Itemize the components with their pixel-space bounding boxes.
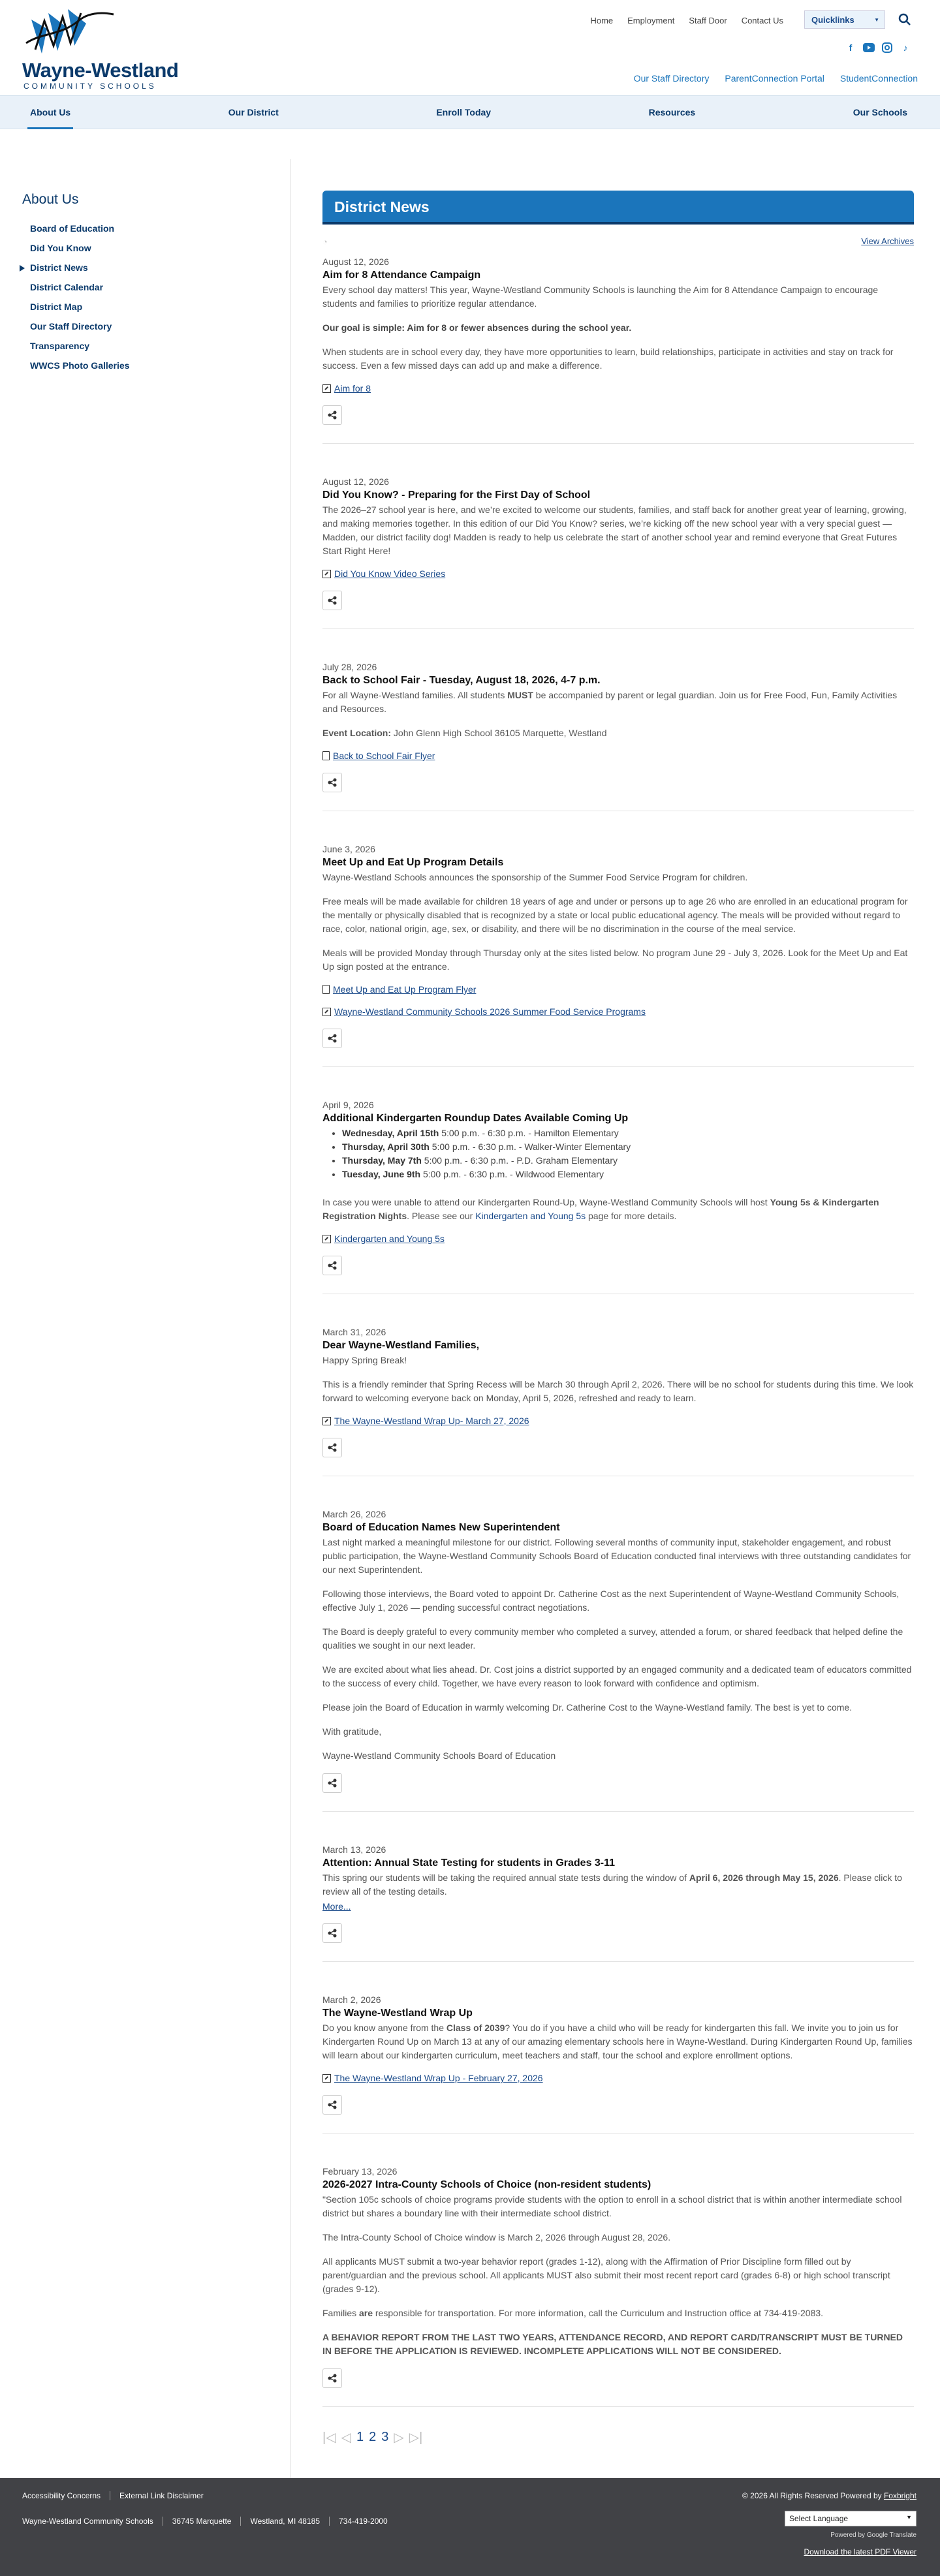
post-text: Every school day matters! This year, Wayne-Westland Community Schools is launching the Aim for 8 Attendance Campaign to encourage students and families to prioritize regular attendance. (322, 285, 879, 309)
post-warning: A BEHAVIOR REPORT FROM THE LAST TWO YEARS, ATTENDANCE RECORD, AND REPORT CARD/TRANSCRIPT MUST BE TURNED IN BEFORE THE APPLICATION IS REVIEWED. INCOMPLETE APPLICATIONS WILL NOT BE CONSIDERED. (322, 2332, 903, 2356)
post-text: Meals will be provided Monday through Thursday only at the sites listed below. No program June 29 - July 3, 2026. Look for the Meet Up and Eat Up sign posted at the entrance. (322, 948, 908, 972)
share-icon (328, 596, 337, 605)
sidebar-item-board[interactable]: Board of Education (30, 223, 115, 234)
post-date: August 12, 2026 (322, 476, 389, 487)
first-page-icon[interactable]: |◁ (322, 2430, 336, 2445)
page-title: District News (322, 191, 914, 225)
sidebar-item-district-news[interactable]: District News (22, 258, 290, 278)
site-footer (0, 2478, 940, 2576)
post-text: This is a friendly reminder that Spring Recess will be March 30 through April 2, 2026. There will be no school for students during this time. We look forward to welcoming everyone back on Monday, April 5, 2026, refreshed and ready to learn. (322, 1379, 914, 1403)
student-connection-link[interactable]: StudentConnection (839, 73, 918, 84)
external-link-icon (322, 570, 331, 578)
portal-links (634, 73, 918, 84)
share-icon (328, 1929, 337, 1938)
post-title: Back to School Fair - Tuesday, August 18, 2026, 4-7 p.m. (322, 675, 601, 686)
sidebar-item-staff-directory[interactable]: Our Staff Directory (30, 321, 112, 332)
post-date: March 26, 2026 (322, 1509, 386, 1519)
share-button[interactable] (322, 591, 342, 610)
post-link-label: The Wayne-Westland Wrap Up- March 27, 2026 (334, 1416, 529, 1426)
post-text: For all Wayne-Westland families. All students MUST be accompanied by parent or legal guardian. Join us for Free Food, Fun, Family Activities and Resources. (322, 690, 898, 714)
parent-connection-link[interactable]: ParentConnection Portal (725, 73, 824, 84)
post-text: The 2026–27 school year is here, and we’re excited to welcome our students, families, and staff back for another great year of learning, growing, and making memories together. In this edition of our Did You Know? series, we’re kicking off the new school year with a very special guest — Madden, our district facility dog! Madden is ready to help us celebrate the start of another school year and remind everyone that Great Futures Start Right Here! (322, 504, 907, 556)
post-date: July 28, 2026 (322, 662, 377, 672)
post-text: In case you were unable to attend our Kindergarten Round-Up, Wayne-Westland Community Schools will host Young 5s & Kindergarten Registration Nights. Please see our Kindergarten and Young 5s page for more details. (322, 1197, 879, 1221)
post-title: Board of Education Names New Superintendent (322, 1522, 560, 1533)
external-link-icon (322, 1417, 331, 1425)
post-date: March 13, 2026 (322, 1844, 386, 1855)
external-link-icon (322, 1235, 331, 1243)
post-link[interactable] (322, 1416, 914, 1426)
share-icon (328, 1261, 337, 1270)
post-text: Families are responsible for transportation. For more information, call the Curriculum and Instruction office at 734-419-2083. (322, 2308, 824, 2318)
vendor-link[interactable]: Foxbright (883, 2491, 916, 2500)
logo-mark (22, 7, 120, 57)
share-button[interactable] (322, 1029, 342, 1048)
post-text: "Section 105c schools of choice programs provide students with the option to enroll in a school district that is within another intermediate school district but shares a boundary line with their intermediate school district. (322, 2194, 902, 2218)
document-icon (322, 985, 330, 994)
news-post (322, 1498, 914, 1812)
post-text: We are excited about what lies ahead. Dr. Cost joins a district supported by an engaged community and a dedicated team of educators committed to the success of every child. Together, we have every reason to look forward with confidence and optimism. (322, 1664, 912, 1688)
facebook-icon[interactable]: f (849, 42, 853, 53)
sidebar-item-photo-galleries[interactable]: WWCS Photo Galleries (30, 360, 130, 371)
quicklinks-label: Quicklinks (811, 15, 854, 25)
list-item: • Thursday, April 30th 5:00 p.m. - 6:30 p.m. - Walker-Winter Elementary (342, 1140, 914, 1154)
news-post (322, 466, 914, 629)
logo-subtitle: COMMUNITY SCHOOLS (24, 82, 157, 91)
main-nav (0, 95, 940, 129)
post-date: August 12, 2026 (322, 256, 389, 267)
share-icon (328, 1443, 337, 1452)
post-title: 2026-2027 Intra-County Schools of Choice (non-resident students) (322, 2179, 651, 2190)
post-date: April 9, 2026 (322, 1100, 374, 1110)
post-text: Last night marked a meaningful milestone for our district. Following several months of community input, stakeholder engagement, and robust public participation, the Wayne-Westland Community Schools Board of Education conducted final interviews with three outstanding candidates for our next Superintendent. (322, 1537, 911, 1575)
share-button[interactable] (322, 1256, 342, 1275)
chevron-down-icon: ▼ (874, 17, 879, 23)
post-title: The Wayne-Westland Wrap Up (322, 2008, 473, 2019)
sidebar-item-did-you-know[interactable]: Did You Know (30, 243, 91, 253)
post-link-label: Aim for 8 (334, 383, 371, 394)
post-link-label: Back to School Fair Flyer (333, 751, 435, 761)
external-link-icon (322, 1008, 331, 1016)
post-link-label: Kindergarten and Young 5s (334, 1234, 445, 1244)
post-title: Dear Wayne-Westland Families, (322, 1340, 480, 1351)
post-text: The Board is deeply grateful to every community member who completed a survey, attended a forum, or shared feedback that helped define the qualities we sought in our next leader. (322, 1626, 903, 1651)
post-title: Additional Kindergarten Roundup Dates Available Coming Up (322, 1113, 629, 1124)
nav-our-district[interactable]: Our District (228, 107, 279, 117)
pdf-viewer-link[interactable]: Download the latest PDF Viewer (804, 2547, 916, 2556)
rss-icon[interactable]: ◔ (322, 236, 328, 247)
top-link-staff-door[interactable]: Staff Door (689, 16, 727, 25)
main-content (291, 159, 940, 2478)
post-text: Free meals will be made available for children 18 years of age and under or persons up to age 26 who are enrolled in an educational program for the mentally or physically disabled that is recognized by a state or local public educational agency. The meals will be provided without regard to race, color, national origin, age, sex, or disability, and there will be no discrimination in the course of the meal service. (322, 896, 908, 934)
list-item: • Thursday, May 7th 5:00 p.m. - 6:30 p.m. - P.D. Graham Elementary (342, 1154, 914, 1168)
list-item: • Tuesday, June 9th 5:00 p.m. - 6:30 p.m. - Wildwood Elementary (342, 1168, 914, 1181)
sidebar-item-calendar[interactable]: District Calendar (30, 282, 104, 292)
page-2[interactable]: 2 (369, 2430, 377, 2444)
more-link[interactable]: More... (322, 1901, 351, 1912)
post-text: Do you know anyone from the Class of 2039? You do if you have a child who will be ready for kindergarten this fall. We invite you to join us for Kindergarten Round Up on March 13 at any of our amazing elementary schools here in Wayne-Westland. During Kindergarten Round Up, families will learn about our kindergarten curriculum, meet teachers and staff, tour the school and explore enrollment options. (322, 2023, 913, 2060)
post-link-label: The Wayne-Westland Wrap Up - February 27, 2026 (334, 2073, 543, 2083)
post-link[interactable] (322, 568, 914, 579)
post-title: Meet Up and Eat Up Program Details (322, 857, 504, 868)
share-icon (328, 1778, 337, 1788)
news-post (322, 1984, 914, 2134)
post-text: Happy Spring Break! (322, 1355, 407, 1365)
post-date: March 31, 2026 (322, 1327, 386, 1337)
post-text: Please join the Board of Education in warmly welcoming Dr. Catherine Cost to the Wayne-Westland family. The best is yet to come. (322, 1702, 853, 1713)
page-3[interactable]: 3 (381, 2430, 389, 2444)
disclaimer-link[interactable]: External Link Disclaimer (110, 2491, 204, 2500)
news-post (322, 1089, 914, 1294)
post-link-label: Meet Up and Eat Up Program Flyer (333, 984, 477, 995)
post-text: Our goal is simple: Aim for 8 or fewer absences during the school year. (322, 322, 632, 333)
last-page-icon[interactable]: ▷| (409, 2430, 423, 2445)
post-link[interactable] (322, 383, 914, 394)
event-location: Event Location: John Glenn High School 36105 Marquette, Westland (322, 728, 607, 738)
share-button[interactable] (322, 773, 342, 792)
inline-link[interactable]: Kindergarten and Young 5s (475, 1211, 586, 1221)
post-link-label: Did You Know Video Series (334, 568, 446, 579)
share-button[interactable] (322, 405, 342, 425)
post-text: Wayne-Westland Community Schools Board of Education (322, 1750, 556, 1761)
external-link-icon (322, 384, 331, 393)
document-icon (322, 751, 330, 760)
news-post (322, 833, 914, 1067)
post-link[interactable] (322, 751, 914, 761)
footer-address: Wayne-Westland Community Schools 36745 Marquette Westland, MI 48185 734-419-2000 (22, 2517, 388, 2526)
post-text: Following those interviews, the Board voted to appoint Dr. Catherine Cost as the next Superintendent of Wayne-Westland Community Schools, effective July 1, 2026 — pending successful contract negotiations. (322, 1589, 900, 1613)
post-title: Attention: Annual State Testing for students in Grades 3-11 (322, 1857, 616, 1869)
top-link-home[interactable]: Home (590, 16, 614, 25)
share-icon (328, 411, 337, 420)
news-post (322, 246, 914, 444)
share-button[interactable] (322, 1923, 342, 1943)
sidebar-item-transparency[interactable]: Transparency (30, 341, 90, 351)
post-date: June 3, 2026 (322, 844, 375, 854)
copyright: © 2026 All Rights Reserved Powered by Foxbright (742, 2491, 916, 2500)
post-text: With gratitude, (322, 1726, 382, 1737)
quicklinks-select[interactable] (804, 10, 885, 29)
post-link[interactable] (322, 984, 914, 995)
share-button[interactable] (322, 1773, 342, 1793)
share-button[interactable] (322, 2368, 342, 2388)
top-link-contact[interactable]: Contact Us (741, 16, 783, 25)
staff-directory-link[interactable]: Our Staff Directory (633, 73, 710, 84)
list-item: • Wednesday, April 15th 5:00 p.m. - 6:30 p.m. - Hamilton Elementary (342, 1126, 914, 1140)
language-select[interactable]: Select Language ▼ (785, 2511, 916, 2526)
social-links (845, 42, 911, 54)
accessibility-link[interactable]: Accessibility Concerns (22, 2491, 101, 2500)
roundup-list (342, 1126, 914, 1181)
view-archives-link[interactable]: View Archives (861, 236, 914, 246)
nav-about-us[interactable]: About Us (27, 95, 73, 129)
post-title: Did You Know? - Preparing for the First Day of School (322, 489, 591, 501)
share-icon (328, 1034, 337, 1043)
share-icon (328, 2100, 337, 2109)
page-1[interactable]: 1 (356, 2430, 364, 2444)
nav-our-schools[interactable]: Our Schools (853, 107, 907, 117)
post-text: All applicants MUST submit a two-year behavior report (grades 1-12), along with the Affirmation of Prior Discipline form filled out by parent/guardian and the previous school. All applicants MUST also submit their most recent report card (grades 6-8) or high school transcript (grades 9-12). (322, 2256, 890, 2294)
search-icon[interactable] (898, 13, 911, 26)
share-icon (328, 778, 337, 787)
top-link-employment[interactable]: Employment (627, 16, 675, 25)
post-text: When students are in school every day, they have more opportunities to learn, build relationships, participate in activities and stay on track for success. Even a few missed days can add up and make a difference. (322, 347, 894, 371)
external-link-icon (322, 2074, 331, 2083)
share-button[interactable] (322, 2095, 342, 2115)
news-post (322, 1834, 914, 1962)
post-link-label: Wayne-Westland Community Schools 2026 Summer Food Service Programs (334, 1006, 646, 1017)
post-link[interactable] (322, 1234, 914, 1244)
post-date: February 13, 2026 (322, 2166, 398, 2177)
post-text: Wayne-Westland Schools announces the sponsorship of the Summer Food Service Program for children. (322, 872, 748, 882)
district-logo[interactable] (22, 7, 179, 91)
post-date: March 2, 2026 (322, 1994, 381, 2005)
sidebar-title: About Us (22, 192, 79, 207)
sidebar-item-map[interactable]: District Map (30, 302, 83, 312)
post-text: The Intra-County School of Choice window is March 2, 2026 through August 28, 2026. (322, 2232, 671, 2242)
logo-title: Wayne-Westland (22, 59, 179, 82)
post-title: Aim for 8 Attendance Campaign (322, 270, 481, 281)
pagination (322, 2429, 914, 2445)
nav-enroll-today[interactable]: Enroll Today (436, 107, 492, 117)
youtube-icon[interactable] (863, 42, 875, 54)
post-link[interactable] (322, 2073, 914, 2083)
chevron-down-icon: ▼ (906, 2514, 912, 2521)
news-post (322, 651, 914, 811)
post-link[interactable] (322, 1006, 914, 1017)
share-button[interactable] (322, 1438, 342, 1457)
top-links (590, 16, 783, 25)
post-text: This spring our students will be taking the required annual state tests during the window of April 6, 2026 through May 15, 2026. Please click to review all of the testing details. (322, 1872, 902, 1897)
nav-resources[interactable]: Resources (648, 107, 696, 117)
site-header (0, 0, 940, 95)
tiktok-icon[interactable]: ♪ (903, 42, 908, 53)
share-icon (328, 2374, 337, 2383)
prev-page-icon[interactable]: ◁ (341, 2430, 351, 2445)
instagram-icon[interactable] (881, 42, 893, 54)
translate-credit: Powered by Google Translate (830, 2532, 916, 2539)
next-page-icon[interactable]: ▷ (394, 2430, 404, 2445)
sidebar (0, 159, 291, 2478)
news-post (322, 2156, 914, 2407)
news-post (322, 1316, 914, 1476)
